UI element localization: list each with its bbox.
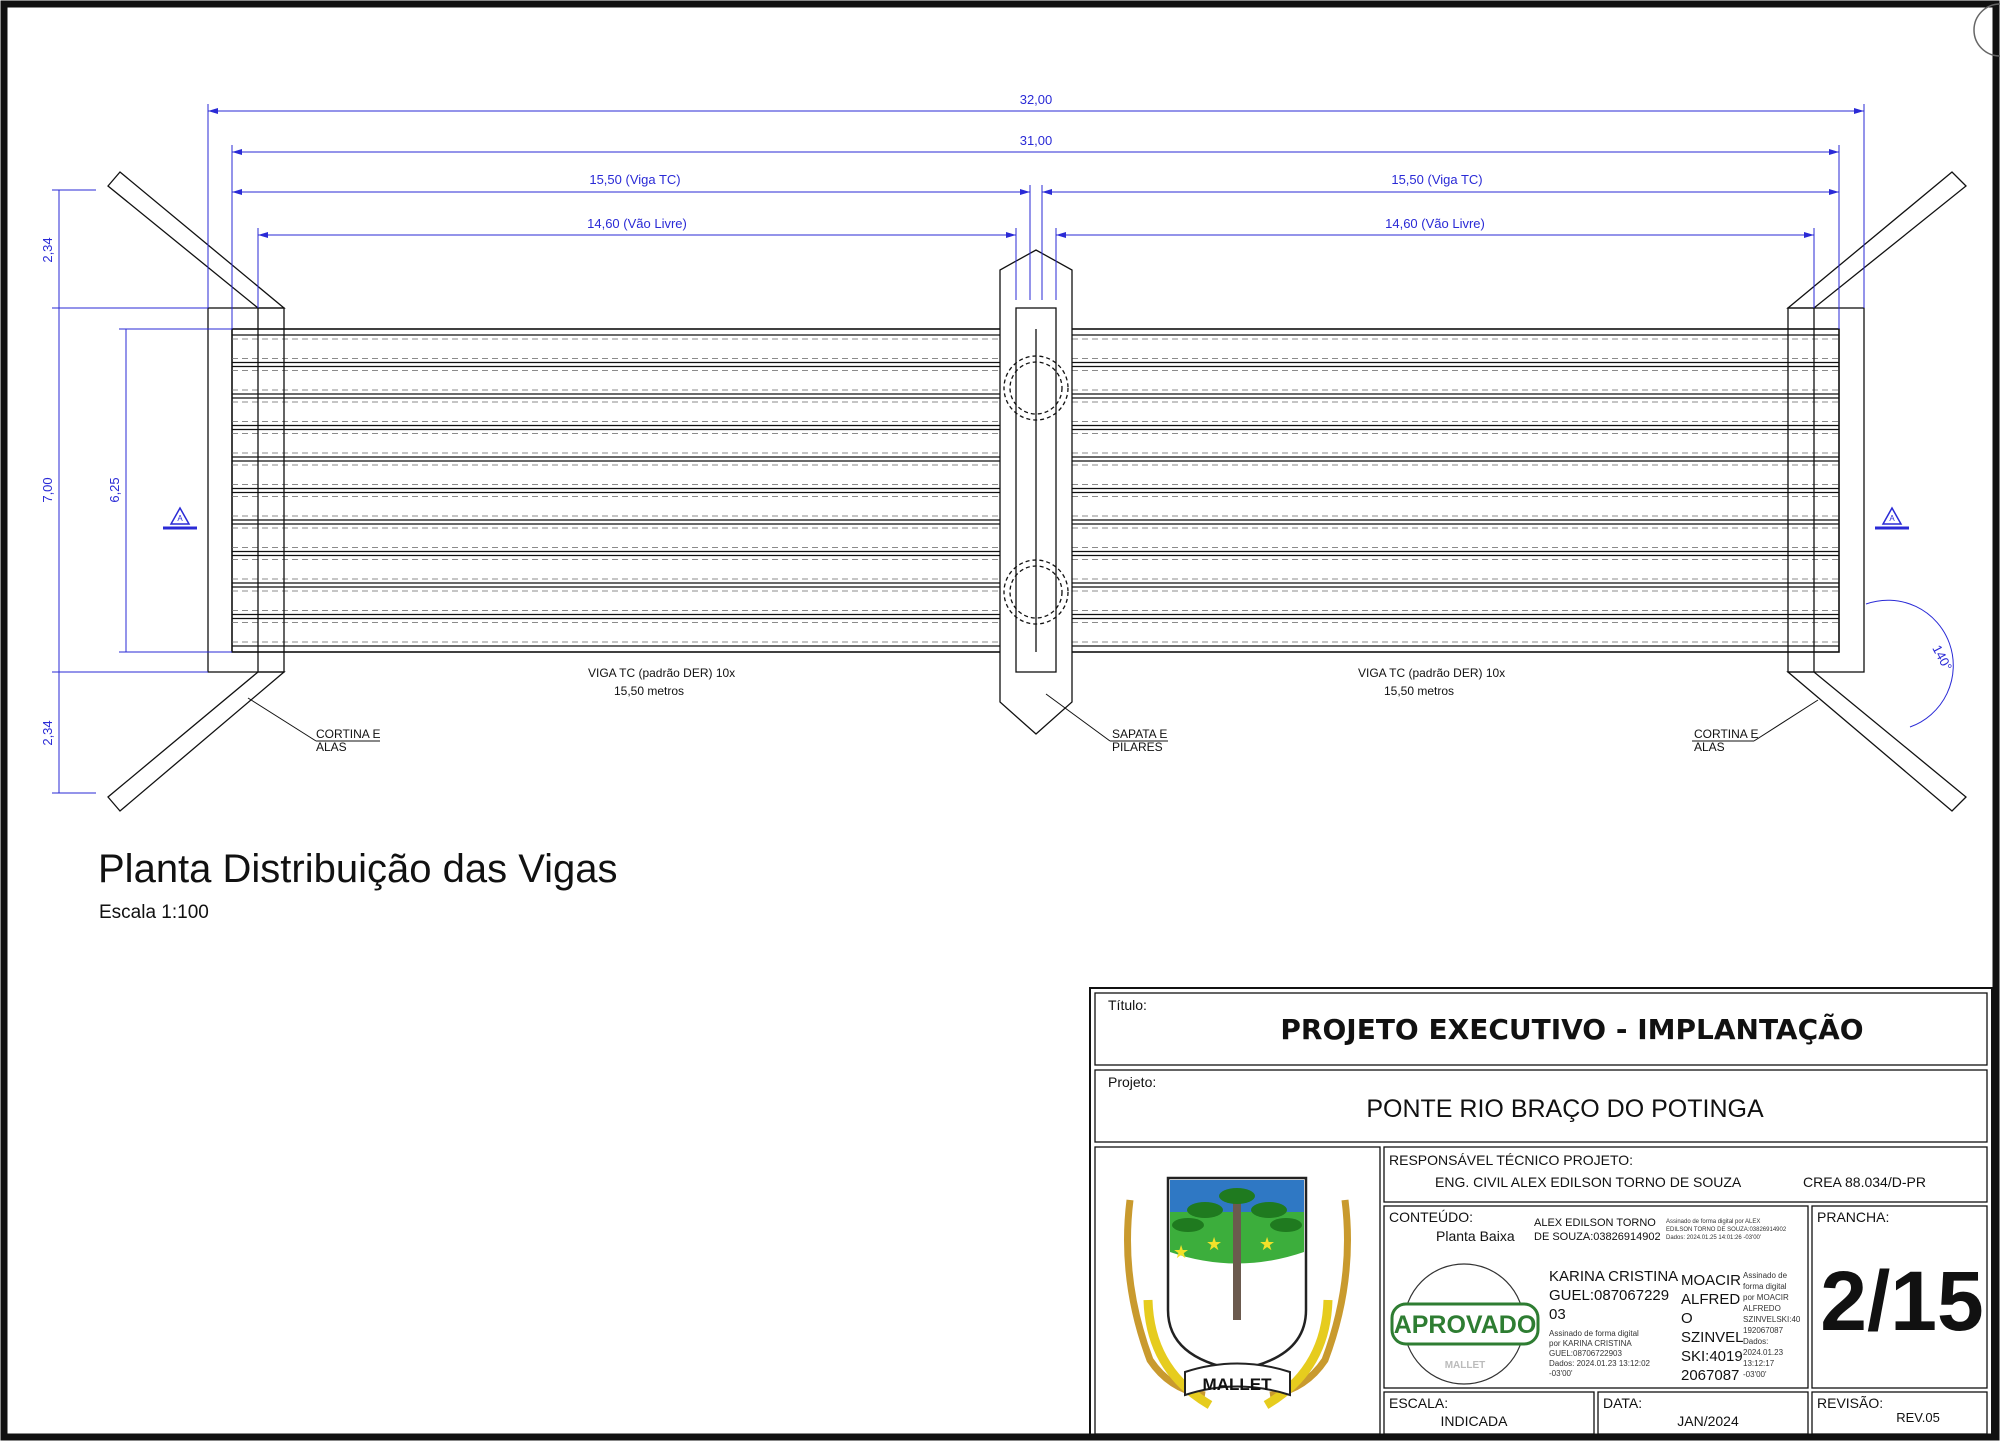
section-mark-right bbox=[1875, 508, 1909, 528]
responsavel-value: ENG. CIVIL ALEX EDILSON TORNO DE SOUZA bbox=[1435, 1174, 1742, 1190]
drawing-title: Planta Distribuição das Vigas bbox=[98, 847, 618, 891]
signature3-detail-l5: SZINVELSKI:40 bbox=[1743, 1315, 1801, 1324]
signature3-name-l3: O bbox=[1681, 1310, 1693, 1327]
approval-stamp-logo: MALLET bbox=[1444, 1360, 1486, 1371]
escala-label: ESCALA: bbox=[1389, 1395, 1449, 1411]
signature2-name-l3: 03 bbox=[1549, 1306, 1566, 1323]
prancha-label: PRANCHA: bbox=[1817, 1209, 1890, 1225]
signature3-detail-l7: Dados: bbox=[1743, 1337, 1769, 1346]
leader-right-abutment bbox=[1754, 700, 1818, 741]
araucaria-crown-center bbox=[1219, 1188, 1255, 1204]
dim-span-right-label: 14,60 (Vão Livre) bbox=[1385, 216, 1485, 231]
dim-span-left-label: 14,60 (Vão Livre) bbox=[587, 216, 687, 231]
araucaria-crown-right bbox=[1251, 1202, 1287, 1218]
dim-wing-top-label: 2,34 bbox=[40, 237, 55, 263]
signature2-name-l2: GUEL:087067229 bbox=[1549, 1287, 1670, 1304]
signature3-name-l5: SKI:4019 bbox=[1681, 1348, 1743, 1365]
signature1-detail-l2: EDILSON TORNO DE SOUZA:03826914902 bbox=[1666, 1227, 1787, 1233]
dim-beam-left-label: 15,50 (Viga TC) bbox=[589, 172, 681, 187]
data-value: JAN/2024 bbox=[1677, 1413, 1739, 1429]
signature1-detail-l1: Assinado de forma digital por ALEX bbox=[1666, 1219, 1761, 1225]
signature3-name-l4: SZINVEL bbox=[1681, 1329, 1744, 1346]
municipal-coat-of-arms-logo bbox=[1128, 1178, 1348, 1405]
left-wing-bottom bbox=[108, 672, 284, 811]
dim-width-inner-label: 6,25 bbox=[107, 477, 122, 503]
signature3-detail-l9: 13:12:17 bbox=[1743, 1359, 1775, 1368]
data-label: DATA: bbox=[1603, 1395, 1643, 1411]
section-mark-right-letter: A bbox=[1889, 514, 1895, 523]
signature2-name-l1: KARINA CRISTINA bbox=[1549, 1268, 1679, 1285]
note-left-abutment-l2: ALAS bbox=[316, 740, 347, 754]
signature3-detail-l8: 2024.01.23 bbox=[1743, 1348, 1784, 1357]
bridge-plan bbox=[108, 172, 1966, 811]
signature3-detail-l6: 192067087 bbox=[1743, 1326, 1784, 1335]
titulo-value: PROJETO EXECUTIVO - IMPLANTAÇÃO bbox=[1280, 1013, 1864, 1046]
signature2-detail-l4: Dados: 2024.01.23 13:12:02 bbox=[1549, 1359, 1650, 1368]
conteudo-value: Planta Baixa bbox=[1436, 1228, 1515, 1244]
signature1-name-l2: DE SOUZA:03826914902 bbox=[1534, 1231, 1661, 1243]
note-pier-l2: PILARES bbox=[1112, 740, 1163, 754]
araucaria-crown-far-right bbox=[1270, 1218, 1302, 1232]
crea-value: CREA 88.034/D-PR bbox=[1803, 1174, 1926, 1190]
note-pier-l1: SAPATA E bbox=[1112, 727, 1168, 741]
titulo-label: Título: bbox=[1108, 997, 1147, 1013]
dim-arrow-ticks bbox=[208, 108, 1864, 238]
leader-left-abutment bbox=[248, 698, 316, 741]
signature3-detail-l10: -03'00' bbox=[1743, 1370, 1767, 1379]
projeto-label: Projeto: bbox=[1108, 1074, 1157, 1090]
logo-ribbon-text: MALLET bbox=[1202, 1375, 1272, 1394]
signature3-detail-l1: Assinado de bbox=[1743, 1271, 1788, 1280]
section-mark-left-letter: A bbox=[177, 514, 183, 523]
note-beam-left-l2: 15,50 metros bbox=[614, 684, 685, 698]
responsavel-label: RESPONSÁVEL TÉCNICO PROJETO: bbox=[1389, 1152, 1634, 1168]
star-icon-2: ★ bbox=[1206, 1234, 1223, 1254]
dim-deck-label: 31,00 bbox=[1019, 133, 1053, 148]
star-icon-3: ★ bbox=[1259, 1234, 1276, 1254]
dim-overall-label: 32,00 bbox=[1019, 92, 1053, 107]
note-beam-right-l1: VIGA TC (padrão DER) 10x bbox=[1358, 666, 1506, 680]
dim-wing-bottom-label: 2,34 bbox=[40, 720, 55, 746]
note-beam-right-l2: 15,50 metros bbox=[1384, 684, 1455, 698]
revisao-label: REVISÃO: bbox=[1817, 1395, 1884, 1411]
dim-width-total-label: 7,00 bbox=[40, 477, 55, 503]
revisao-value: REV.05 bbox=[1896, 1410, 1940, 1425]
signature3-name-l1: MOACIR bbox=[1681, 1272, 1741, 1289]
dim-angle-label: 140° bbox=[1929, 642, 1956, 674]
signature2-detail-l3: GUEL:08706722903 bbox=[1549, 1349, 1622, 1358]
signature2-detail-l2: por KARINA CRISTINA bbox=[1549, 1339, 1632, 1348]
right-wing-bottom bbox=[1788, 672, 1966, 811]
signature2-detail-l1: Assinado de forma digital bbox=[1549, 1329, 1639, 1338]
araucaria-crown-far-left bbox=[1172, 1218, 1204, 1232]
note-left-abutment-l1: CORTINA E bbox=[316, 727, 381, 741]
leader-pier bbox=[1046, 694, 1110, 741]
signature1-name-l1: ALEX EDILSON TORNO bbox=[1534, 1217, 1656, 1229]
signature3-detail-l3: por MOACIR bbox=[1743, 1293, 1789, 1302]
escala-value: INDICADA bbox=[1440, 1413, 1508, 1429]
signature1-detail-l3: Dados: 2024.01.25 14:01:26 -03'00' bbox=[1666, 1235, 1762, 1241]
note-beam-left-l1: VIGA TC (padrão DER) 10x bbox=[588, 666, 736, 680]
signature3-detail-l2: forma digital bbox=[1743, 1282, 1787, 1291]
approval-stamp-text: APROVADO bbox=[1393, 1311, 1537, 1339]
signature2-detail-l5: -03'00' bbox=[1549, 1369, 1573, 1378]
signature3-name-l2: ALFRED bbox=[1681, 1291, 1741, 1308]
signature3-name-l6: 2067087 bbox=[1681, 1367, 1740, 1384]
conteudo-label: CONTEÚDO: bbox=[1389, 1209, 1473, 1225]
signature3-detail-l4: ALFREDO bbox=[1743, 1304, 1781, 1313]
star-icon-1: ★ bbox=[1173, 1242, 1190, 1262]
dim-beam-right-label: 15,50 (Viga TC) bbox=[1391, 172, 1483, 187]
section-mark-left bbox=[163, 508, 197, 528]
drawing-scale: Escala 1:100 bbox=[99, 902, 209, 923]
prancha-value: 2/15 bbox=[1820, 1254, 1984, 1348]
note-right-abutment-l2: ALAS bbox=[1694, 740, 1725, 754]
araucaria-crown-left bbox=[1187, 1202, 1223, 1218]
note-right-abutment-l1: CORTINA E bbox=[1694, 727, 1759, 741]
projeto-value: PONTE RIO BRAÇO DO POTINGA bbox=[1366, 1095, 1764, 1123]
dimension-labels bbox=[40, 92, 1955, 746]
